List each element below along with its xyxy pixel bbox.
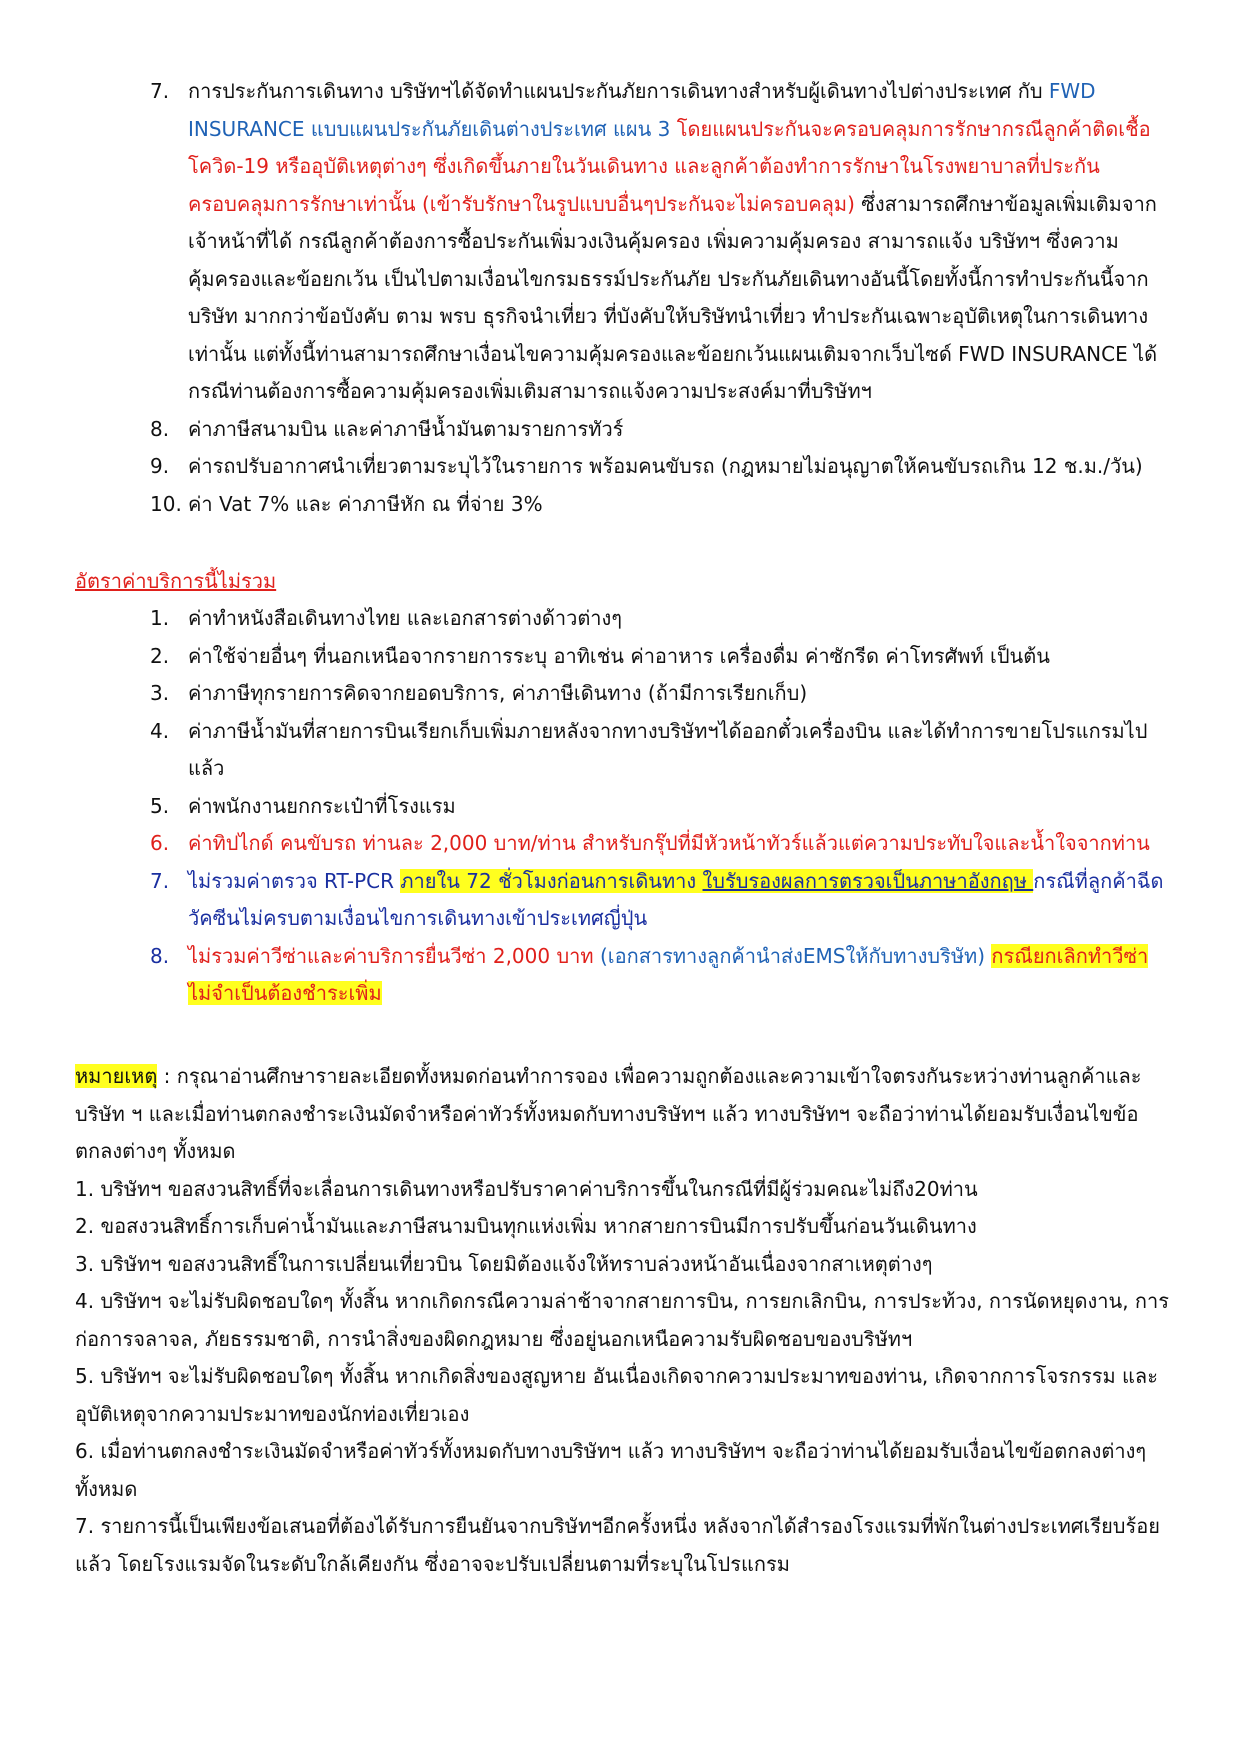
included-services-list (150, 73, 1170, 523)
list-item (150, 675, 1170, 713)
item-number: 9. (150, 454, 170, 478)
item-number: 4. (150, 718, 170, 743)
list-item (150, 73, 1170, 411)
item-number: 1. (150, 606, 170, 630)
remark-item: 2. ขอสงวนสิทธิ์การเก็บค่าน้ำมันและภาษีสนามบินทุกแห่งเพิ่ม หากสายการบินมีการปรับขึ้นก่อนวันเดินทาง (75, 1214, 977, 1238)
excluded-section-heading: อัตราค่าบริการนี้ไม่รวม (75, 569, 277, 593)
item-number: 8. (150, 943, 170, 968)
list-item-visa (150, 938, 1170, 1013)
item-text: ค่าภาษีน้ำมันที่สายการบินเรียกเก็บเพิ่มภายหลังจากทางบริษัทฯได้ออกตั๋วเครื่องบิน และได้ทำการขายโปรแกรมไปแล้ว (188, 718, 1148, 780)
item-number: 2. (150, 643, 170, 668)
list-item (150, 638, 1170, 676)
remark-item: 3. บริษัทฯ ขอสงวนสิทธิ์ในการเปลี่ยนเที่ยวบิน โดยมิต้องแจ้งให้ทราบล่วงหน้าอันเนื่องจากสาเหตุต่างๆ (75, 1251, 933, 1276)
remark-item: 7. รายการนี้เป็นเพียงข้อเสนอที่ต้องได้รับการยืนยันจากบริษัทฯอีกครั้งหนึ่ง หลังจากได้สำรองโรงแรมที่พักในต่างประเทศเรียบร้อยแล้ว โดยโรงแรมจัดในระดับใกล้เคียงกัน ซึ่งอาจจะปรับเปลี่ยนตามที่ระบุในโปรแกรม (75, 1514, 1160, 1576)
item-text: ค่าภาษีสนามบิน และค่าภาษีน้ำมันตามรายการทัวร์ (188, 416, 624, 441)
list-item (150, 600, 1170, 638)
list-item (150, 411, 1170, 449)
rtpcr-text: ไม่รวมค่าตรวจ RT-PCR ภายใน 72 ชั่วโมงก่อนการเดินทาง ใบรับรองผลการตรวจเป็นภาษาอังกฤษ กรณีที่ลูกค้าฉีดวัคซีนไม่ครบตามเงื่อนไขการเดินทางเข้าประเทศญี่ปุ่น (188, 868, 1164, 930)
item-text: ค่าทิปไกด์ คนขับรถ ท่านละ 2,000 บาท/ท่าน สำหรับกรุ๊ปที่มีหัวหน้าทัวร์แล้วแต่ความประทับใจและน้ำใจจากท่าน (188, 831, 1150, 855)
item-number: 3. (150, 681, 170, 705)
item-number: 7. (150, 79, 170, 103)
visa-text: ไม่รวมค่าวีซ่าและค่าบริการยื่นวีซ่า 2,000 บาท (เอกสารทางลูกค้านำส่งEMSให้กับทางบริษัท) กรณียกเลิกทำวีซ่าไม่จำเป็นต้องชำระเพิ่ม (188, 943, 1149, 1005)
travel-insurance-text: การประกันการเดินทาง บริษัทฯได้จัดทำแผนประกันภัยการเดินทางสำหรับผู้เดินทางไปต่างประเทศ กับ FWD INSURANCE แบบแผนประกันภัยเดินต่างประเทศ แผน 3 โดยแผนประกันจะครอบคลุมการรักษากรณีลูกค้าติดเชื้อโควิด-19 หรืออุบัติเหตุต่างๆ ซึ่งเกิดขึ้นภายในวันเดินทาง และลูกค้าต้องทำการรักษาในโรงพยาบาลที่ประกันครอบคลุมการรักษาเท่านั้น (เข้ารับรักษาในรูปแบบอื่นๆประกันจะไม่ครอบคลุม) ซึ่งสามารถศึกษาข้อมูลเพิ่มเติมจากเจ้าหน้าที่ได้ กรณีลูกค้าต้องการซื้อประกันเพิ่มวงเงินคุ้มครอง เพิ่มความคุ้มครอง สามารถแจ้ง บริษัทฯ ซึ่งความคุ้มครองและข้อยกเว้น เป็นไปตามเงื่อนไขกรมธรรม์ประกันภัย ประกันภัยเดินทางอันนี้โดยทั้งนี้การทำประกันนี้จากบริษัท มากกว่าข้อบังคับ ตาม พรบ ธุรกิจนำเที่ยว ที่บังคับให้บริษัทนำเที่ยว ทำประกันเฉพาะอุบัติเหตุในการเดินทางเท่านั้น แต่ทั้งนี้ท่านสามารถศึกษาเงื่อนไขความคุ้มครองและข้อยกเว้นแผนเติมจากเว็บไซด์ FWD INSURANCE ได้กรณีท่านต้องการซื้อความคุ้มครองเพิ่มเติมสามารถแจ้งความประสงค์มาที่บริษัทฯ (188, 79, 1158, 403)
remark-item: 6. เมื่อท่านตกลงชำระเงินมัดจำหรือค่าทัวร์ทั้งหมดกับทางบริษัทฯ แล้ว ทางบริษัทฯ จะถือว่าท่านได้ยอมรับเงื่อนไขข้อตกลงต่างๆ ทั้งหมด (75, 1439, 1147, 1501)
item-text: ค่า Vat 7% และ ค่าภาษีหัก ณ ที่จ่าย 3% (188, 491, 543, 516)
item-number: 5. (150, 793, 170, 818)
remarks-label: หมายเหตุ (75, 1064, 158, 1088)
item-number: 6. (150, 831, 170, 855)
item-text: ค่าใช้จ่ายอื่นๆ ที่นอกเหนือจากรายการระบุ อาทิเช่น ค่าอาหาร เครื่องดื่ม ค่าซักรีด ค่าโทรศัพท์ เป็นต้น (188, 643, 1050, 668)
list-item-tip (150, 825, 1170, 863)
remarks-intro: หมายเหตุ : กรุณาอ่านศึกษารายละเอียดทั้งหมดก่อนทำการจอง เพื่อความถูกต้องและความเข้าใจตรงกันระหว่างท่านลูกค้าและบริษัท ฯ และเมื่อท่านตกลงชำระเงินมัดจำหรือค่าทัวร์ทั้งหมดกับทางบริษัทฯ แล้ว ทางบริษัทฯ จะถือว่าท่านได้ยอมรับเงื่อนไขข้อตกลงต่างๆ ทั้งหมด (75, 1064, 1142, 1163)
item-text: ค่าพนักงานยกกระเป๋าที่โรงแรม (188, 793, 456, 818)
remark-item: 4. บริษัทฯ จะไม่รับผิดชอบใดๆ ทั้งสิ้น หากเกิดกรณีความล่าช้าจากสายการบิน, การยกเลิกบิน, การประท้วง, การนัดหยุดงาน, การก่อการจลาจล, ภัยธรรมชาติ, การนำสิ่งของผิดกฎหมาย ซึ่งอยู่นอกเหนือความรับผิดชอบของบริษัทฯ (75, 1289, 1170, 1351)
remark-item: 5. บริษัทฯ จะไม่รับผิดชอบใดๆ ทั้งสิ้น หากเกิดสิ่งของสูญหาย อันเนื่องเกิดจากความประมาทของท่าน, เกิดจากการโจรกรรม และ อุบัติเหตุจากความประมาทของนักท่องเที่ยวเอง (75, 1364, 1158, 1426)
list-item (150, 448, 1170, 486)
list-item (150, 486, 1170, 524)
item-number: 10. (150, 491, 182, 516)
remarks-section (75, 1058, 1170, 1583)
list-item (150, 713, 1170, 788)
list-item (150, 788, 1170, 826)
item-number: 8. (150, 416, 170, 441)
item-text: ค่าภาษีทุกรายการคิดจากยอดบริการ, ค่าภาษีเดินทาง (ถ้ามีการเรียกเก็บ) (188, 681, 808, 705)
excluded-services-list (150, 600, 1170, 1013)
item-number: 7. (150, 868, 170, 893)
item-text: ค่ารถปรับอากาศนำเที่ยวตามระบุไว้ในรายการ พร้อมคนขับรถ (กฎหมายไม่อนุญาตให้คนขับรถเกิน 12 ช.ม./วัน) (188, 454, 1143, 478)
item-text: ค่าทำหนังสือเดินทางไทย และเอกสารต่างด้าวต่างๆ (188, 606, 623, 630)
remark-item: 1. บริษัทฯ ขอสงวนสิทธิ์ที่จะเลื่อนการเดินทางหรือปรับราคาค่าบริการขึ้นในกรณีที่มีผู้ร่วมคณะไม่ถึง20ท่าน (75, 1176, 978, 1201)
list-item-rtpcr (150, 863, 1170, 938)
